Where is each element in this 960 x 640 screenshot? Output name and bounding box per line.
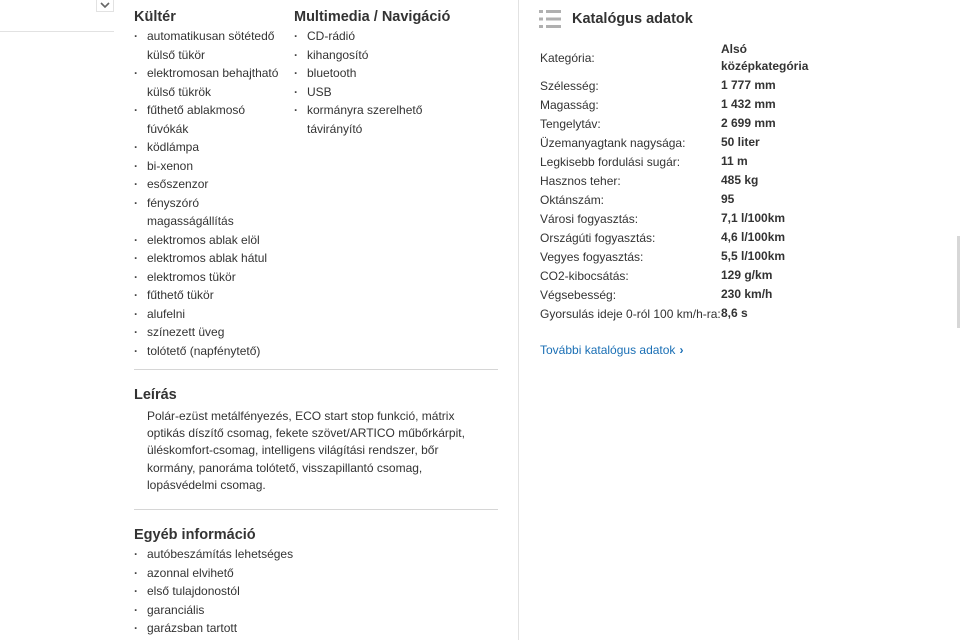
spec-value: 485 kg	[721, 173, 759, 187]
collapse-toggle-button[interactable]	[96, 0, 114, 12]
table-row	[540, 76, 830, 95]
table-row	[540, 228, 830, 247]
table-row	[540, 171, 830, 190]
list-item: · tolótető (napfénytető)	[134, 342, 289, 361]
spec-label: Legkisebb fordulási sugár:	[540, 154, 681, 169]
list-item: · garázsban tartott	[134, 619, 484, 638]
spec-value: 1 432 mm	[721, 97, 776, 111]
spec-value: 95	[721, 192, 735, 206]
list-item: · fűthető ablakmosó fúvókák	[134, 101, 289, 138]
list-item: · azonnal elvihető	[134, 564, 484, 583]
spec-label: Gyorsulás ideje 0-ról 100 km/h-ra:	[540, 306, 721, 321]
spec-value: 129 g/km	[721, 268, 773, 282]
list-item: · USB	[294, 83, 469, 102]
list-item: · alufelni	[134, 305, 289, 324]
multimedia-title: Multimedia / Navigáció	[294, 9, 451, 25]
list-item: · autóbeszámítás lehetséges	[134, 545, 484, 564]
spec-label: Kategória:	[540, 51, 595, 65]
section-divider	[134, 509, 498, 510]
exterior-list	[134, 27, 289, 360]
list-item: · fényszóró magasságállítás	[134, 194, 289, 231]
spec-value: 11 m	[721, 154, 748, 168]
spec-label: Magasság:	[540, 97, 599, 112]
list-item: · elektromos ablak hátul	[134, 249, 289, 268]
left-panel-divider	[0, 31, 114, 32]
table-row	[540, 95, 830, 114]
spec-value: 50 liter	[721, 135, 760, 149]
list-item: · bi-xenon	[134, 157, 289, 176]
column-separator	[518, 0, 519, 640]
section-divider	[134, 369, 498, 370]
spec-label: Végsebesség:	[540, 287, 617, 302]
catalog-table	[540, 40, 830, 323]
spec-value: 230 km/h	[721, 287, 773, 301]
list-item: · esőszenzor	[134, 175, 289, 194]
table-row	[540, 114, 830, 133]
other-info-list	[134, 545, 484, 638]
list-icon	[538, 8, 562, 30]
list-item: · kormányra szerelhető távirányító	[294, 101, 429, 138]
other-info-title: Egyéb információ	[134, 527, 256, 543]
table-row	[540, 304, 830, 323]
list-item: · elektromosan behajtható külső tükrök	[134, 64, 289, 101]
spec-value: 4,6 l/100km	[721, 230, 786, 244]
table-row	[540, 190, 830, 209]
list-item: · elektromos ablak elöl	[134, 231, 289, 250]
multimedia-list	[294, 27, 469, 138]
spec-value: 8,6 s	[721, 306, 748, 320]
list-item: · bluetooth	[294, 64, 469, 83]
list-item: · fűthető tükör	[134, 286, 289, 305]
spec-label: Hasznos teher:	[540, 173, 621, 188]
spec-label: Tengelytáv:	[540, 116, 601, 131]
table-row	[540, 152, 830, 171]
description-text: Polár-ezüst metálfényezés, ECO start stop funkció, mátrix optikás díszítő csomag, fekete szövet/ARTICO műbőrkárpit, üléskomfort-csomag, intelligens világítási rendszer, bőr kormány, panoráma tolótető, visszapillantó csomag, lopásvédelmi csomag.	[147, 409, 465, 492]
spec-value: 5,5 l/100km	[721, 249, 786, 263]
table-row	[540, 285, 830, 304]
multimedia-section	[294, 8, 469, 138]
list-item: · elektromos tükör	[134, 268, 289, 287]
exterior-title: Kültér	[134, 9, 176, 25]
description-title: Leírás	[134, 387, 177, 403]
spec-value: 2 699 mm	[721, 116, 776, 130]
catalog-header	[538, 8, 693, 30]
other-info-section	[134, 525, 484, 638]
more-catalog-link-label: További katalógus adatok	[540, 343, 676, 357]
spec-label: CO2-kibocsátás:	[540, 268, 629, 283]
chevron-down-icon	[100, 2, 110, 8]
table-row	[540, 133, 830, 152]
table-row	[540, 40, 830, 76]
list-item: · garanciális	[134, 601, 484, 620]
list-item: · színezett üveg	[134, 323, 289, 342]
spec-value: 7,1 l/100km	[721, 211, 786, 225]
description-section	[134, 385, 484, 494]
chevron-right-icon: ›	[679, 343, 684, 357]
spec-label: Városi fogyasztás:	[540, 211, 639, 226]
spec-label: Szélesség:	[540, 78, 599, 93]
spec-value: Alsó középkategória	[721, 42, 809, 73]
more-catalog-link[interactable]	[540, 342, 683, 358]
spec-value: 1 777 mm	[721, 78, 776, 92]
spec-label: Üzemanyagtank nagysága:	[540, 135, 686, 150]
spec-label: Oktánszám:	[540, 192, 605, 207]
list-item: · CD-rádió	[294, 27, 469, 46]
table-row	[540, 209, 830, 228]
spec-label: Vegyes fogyasztás:	[540, 249, 644, 264]
exterior-section	[134, 8, 289, 360]
list-item: · első tulajdonostól	[134, 582, 484, 601]
list-item: · kihangosító	[294, 46, 469, 65]
list-item: · ködlámpa	[134, 138, 289, 157]
spec-label: Országúti fogyasztás:	[540, 230, 656, 245]
table-row	[540, 266, 830, 285]
list-item: · automatikusan sötétedő külső tükör	[134, 27, 289, 64]
table-row	[540, 247, 830, 266]
catalog-title: Katalógus adatok	[572, 11, 693, 27]
